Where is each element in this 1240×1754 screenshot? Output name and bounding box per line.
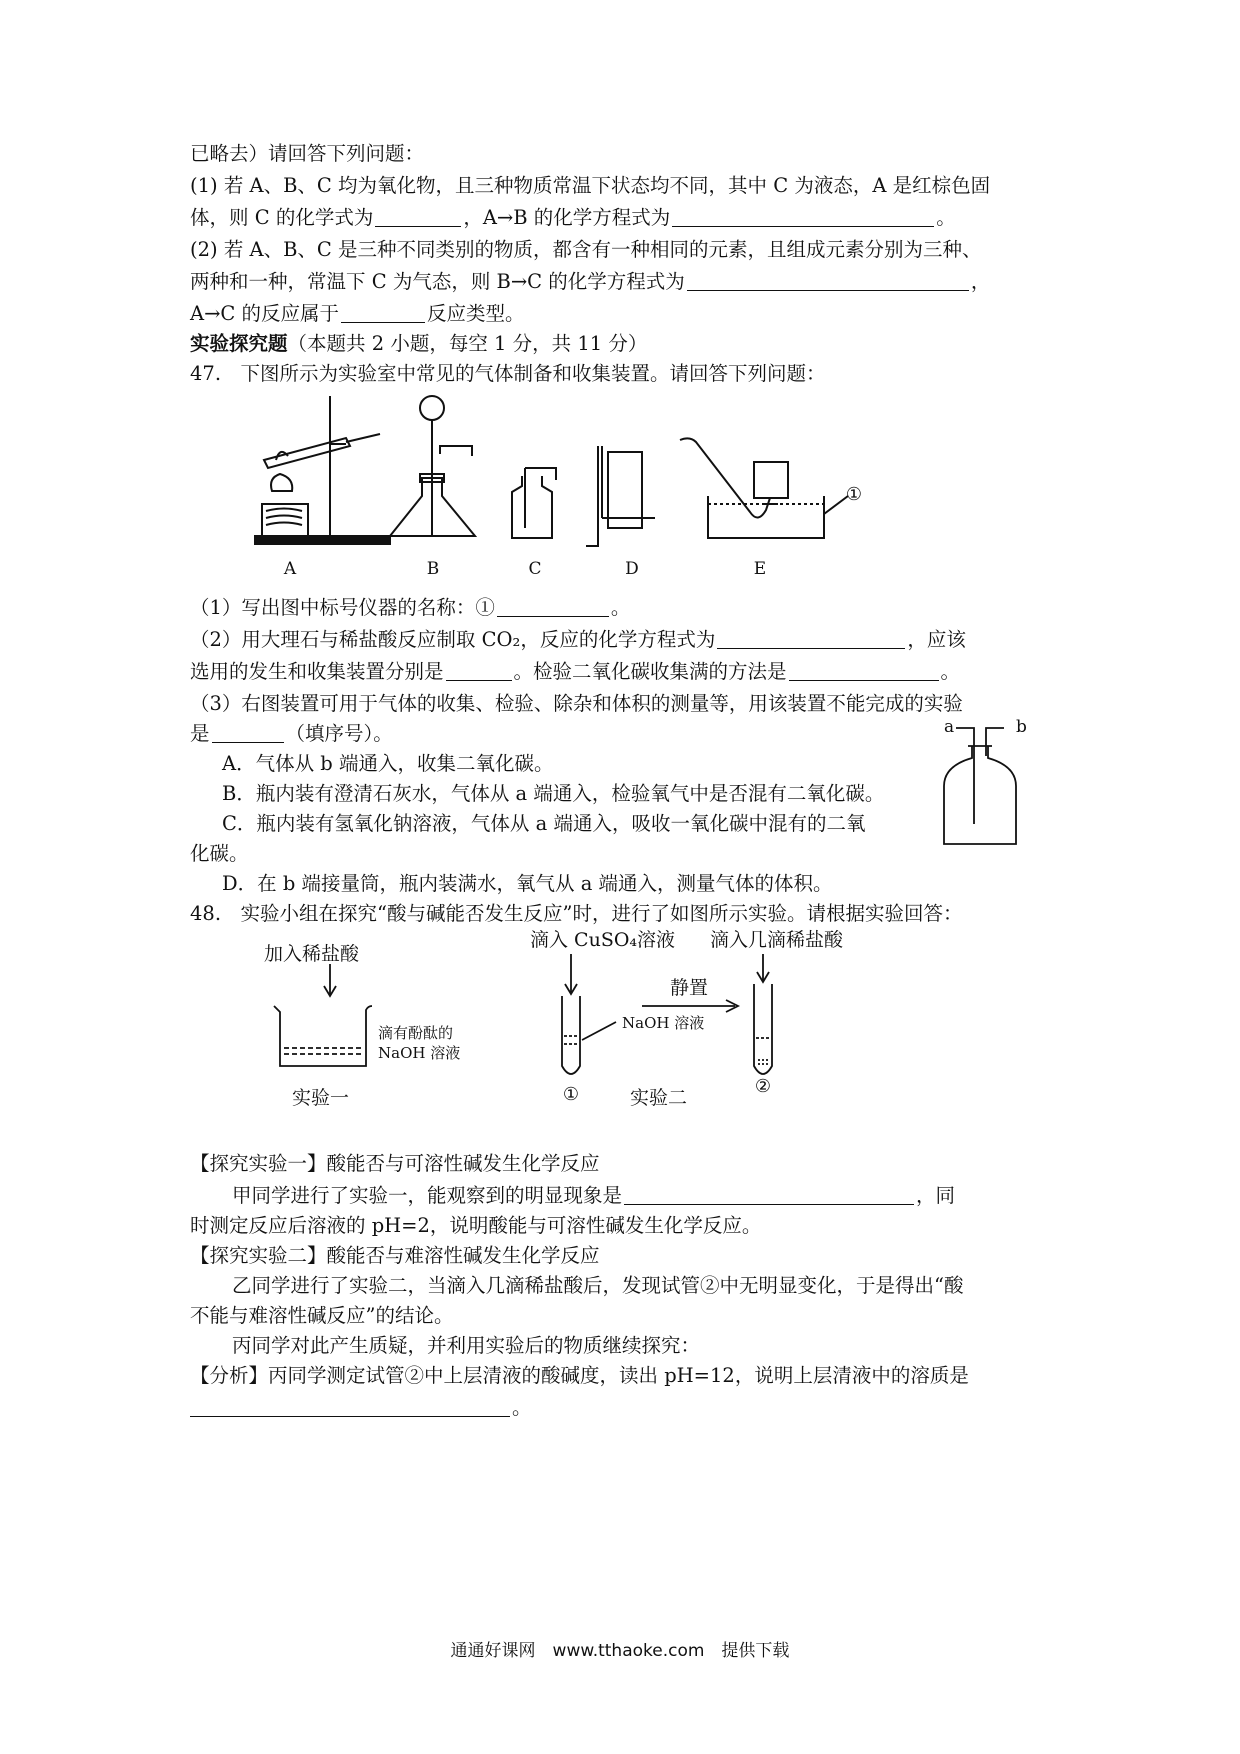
q48-exp1-text-a: 甲同学进行了实验一，能观察到的明显现象是 bbox=[232, 1184, 623, 1207]
answer-blank[interactable] bbox=[212, 741, 284, 743]
q46-part2-line3 bbox=[190, 302, 525, 326]
experiment2-tube1 bbox=[562, 954, 616, 1074]
q47-sub2-text-b: ，应该 bbox=[907, 628, 966, 651]
gas-washing-bottle-figure bbox=[930, 716, 1050, 848]
answer-blank[interactable] bbox=[672, 225, 934, 227]
answer-blank[interactable] bbox=[190, 1415, 510, 1417]
experiment-figure bbox=[264, 926, 940, 1109]
q46-part1-text-c: 。 bbox=[936, 206, 956, 229]
q48-stem: 48. 实验小组在探究“酸与碱能否发生反应”时，进行了如图所示实验。请根据实验回答： bbox=[190, 902, 963, 925]
q47-sub2-text-e: 。 bbox=[940, 660, 961, 683]
q47-option-a: A．气体从 b 端通入，收集二氧化碳。 bbox=[222, 752, 554, 775]
apparatus-label-b: B bbox=[426, 559, 440, 579]
q46-part2-text-c: A→C 的反应属于 bbox=[190, 302, 340, 325]
section-heading bbox=[190, 332, 647, 356]
q48-analysis-line2 bbox=[190, 1396, 532, 1420]
q46-intro-tail: 已略去）请回答下列问题： bbox=[190, 142, 425, 165]
q46-part1-line1: (1) 若 A、B、C 均为氧化物，且三种物质常温下状态均不同，其中 C 为液态，A 是红棕色固 bbox=[190, 174, 991, 197]
answer-blank[interactable] bbox=[687, 289, 969, 291]
q47-sub3-line2 bbox=[190, 722, 393, 746]
q48-heading2: 【探究实验二】酸能否与难溶性碱发生化学反应 bbox=[190, 1244, 600, 1267]
experiment1-beaker bbox=[274, 964, 372, 1066]
q46-part2-text-b: ， bbox=[970, 270, 991, 293]
exp2-caption: 实验二 bbox=[630, 1087, 688, 1109]
stand-arrow bbox=[642, 1000, 738, 1012]
q47-option-c-line1: C．瓶内装有氢氧化钠溶液，气体从 a 端通入，吸收一氧化碳中混有的二氧 bbox=[222, 812, 866, 835]
q46-part1-text-b: ，A→B 的化学方程式为 bbox=[463, 206, 671, 229]
q47-option-b: B．瓶内装有澄清石灰水，气体从 a 端通入，检验氧气中是否混有二氧化碳。 bbox=[222, 782, 885, 805]
tube2-number: ② bbox=[754, 1076, 772, 1097]
q47-option-c-line2: 化碳。 bbox=[190, 842, 249, 865]
q47-stem: 47. 下图所示为实验室中常见的气体制备和收集装置。请回答下列问题： bbox=[190, 362, 826, 385]
answer-blank[interactable] bbox=[789, 679, 939, 681]
exp2-naoh-label: NaOH 溶液 bbox=[622, 1014, 705, 1032]
q47-sub2-line2 bbox=[190, 660, 960, 684]
q46-part2-text-d: 反应类型。 bbox=[427, 302, 525, 325]
q46-part2-text-a: 两种和一种，常温下 C 为气态，则 B→C 的化学方程式为 bbox=[190, 270, 685, 293]
apparatus-a-heating bbox=[255, 396, 390, 544]
q47-sub1-text: （1）写出图中标号仪器的名称：① bbox=[190, 596, 495, 619]
answer-blank[interactable] bbox=[375, 225, 461, 227]
bottle-end-b: b bbox=[1016, 717, 1027, 737]
answer-blank[interactable] bbox=[624, 1203, 914, 1205]
q46-part2-line1: (2) 若 A、B、C 是三种不同类别的物质，都含有一种相同的元素，且组成元素分别为三种、 bbox=[190, 238, 982, 261]
q46-part2-line2 bbox=[190, 270, 990, 294]
apparatus-figure bbox=[250, 386, 890, 586]
q46-part1-line2 bbox=[190, 206, 956, 230]
q48-analysis-line1: 【分析】丙同学测定试管②中上层清液的酸碱度，读出 pH=12，说明上层清液中的溶质是 bbox=[190, 1364, 969, 1387]
answer-blank[interactable] bbox=[446, 679, 512, 681]
instrument-marker-1: ① bbox=[845, 484, 863, 505]
apparatus-label-c: C bbox=[528, 559, 542, 579]
q48-exp2-line2: 不能与难溶性碱反应”的结论。 bbox=[190, 1304, 454, 1327]
q47-sub1 bbox=[190, 596, 630, 620]
apparatus-c-bottle bbox=[512, 468, 556, 538]
exp2-drop-acid-label: 滴入几滴稀盐酸 bbox=[710, 929, 844, 951]
section-title: 实验探究题 bbox=[190, 332, 288, 355]
exp1-solution-label-2: NaOH 溶液 bbox=[378, 1044, 461, 1062]
apparatus-d-bottle bbox=[586, 446, 655, 546]
q47-sub3-text-a: 是 bbox=[190, 722, 210, 745]
q48-heading1: 【探究实验一】酸能否与可溶性碱发生化学反应 bbox=[190, 1152, 600, 1175]
q47-sub3-text-b: （填序号）。 bbox=[285, 722, 393, 745]
q47-option-d: D．在 b 端接量筒，瓶内装满水，氧气从 a 端通入，测量气体的体积。 bbox=[222, 872, 833, 895]
apparatus-e-trough bbox=[680, 438, 848, 538]
q48-analysis-end: 。 bbox=[512, 1396, 532, 1419]
apparatus-label-a: A bbox=[283, 559, 297, 579]
q48-exp1-line2: 时测定反应后溶液的 pH=2，说明酸能与可溶性碱发生化学反应。 bbox=[190, 1214, 762, 1237]
q47-sub2-text-c: 选用的发生和收集装置分别是 bbox=[190, 660, 444, 683]
tube1-number: ① bbox=[562, 1084, 580, 1105]
answer-blank[interactable] bbox=[497, 615, 609, 617]
q47-sub2-text-a: （2）用大理石与稀盐酸反应制取 CO₂，反应的化学方程式为 bbox=[190, 628, 716, 651]
apparatus-b-flask bbox=[390, 396, 475, 536]
section-note: （本题共 2 小题，每空 1 分，共 11 分） bbox=[287, 332, 648, 355]
answer-blank[interactable] bbox=[717, 647, 905, 649]
q47-sub1-end: 。 bbox=[610, 596, 631, 619]
apparatus-label-d: D bbox=[625, 559, 639, 579]
q47-sub2-text-d: 。检验二氧化碳收集满的方法是 bbox=[513, 660, 787, 683]
q46-part1-text-a: 体，则 C 的化学式为 bbox=[190, 206, 374, 229]
exp1-solution-label-1: 滴有酚酞的 bbox=[378, 1024, 454, 1042]
exp2-stand-label: 静置 bbox=[670, 977, 709, 999]
answer-blank[interactable] bbox=[341, 321, 425, 323]
q47-sub3-line1: （3）右图装置可用于气体的收集、检验、除杂和体积的测量等，用该装置不能完成的实验 bbox=[190, 692, 963, 715]
q48-exp1-line1 bbox=[232, 1184, 955, 1208]
q48-exp1-text-b: ，同 bbox=[916, 1184, 956, 1207]
exp2-drop-cuso4-label: 滴入 CuSO₄溶液 bbox=[530, 929, 676, 951]
q47-sub2-line1 bbox=[190, 628, 966, 652]
exp1-caption: 实验一 bbox=[292, 1087, 350, 1109]
bottle-end-a: a bbox=[944, 717, 955, 737]
page-footer: 通通好课网 www.tthaoke.com 提供下载 bbox=[450, 1641, 790, 1661]
experiment2-tube2 bbox=[754, 954, 772, 1074]
q48-exp2-line1: 乙同学进行了实验二，当滴入几滴稀盐酸后，发现试管②中无明显变化，于是得出“酸 bbox=[232, 1274, 964, 1297]
apparatus-label-e: E bbox=[753, 559, 767, 579]
exp1-add-acid-label: 加入稀盐酸 bbox=[264, 943, 360, 965]
q48-exp2-line3: 丙同学对此产生质疑，并利用实验后的物质继续探究： bbox=[232, 1334, 701, 1357]
